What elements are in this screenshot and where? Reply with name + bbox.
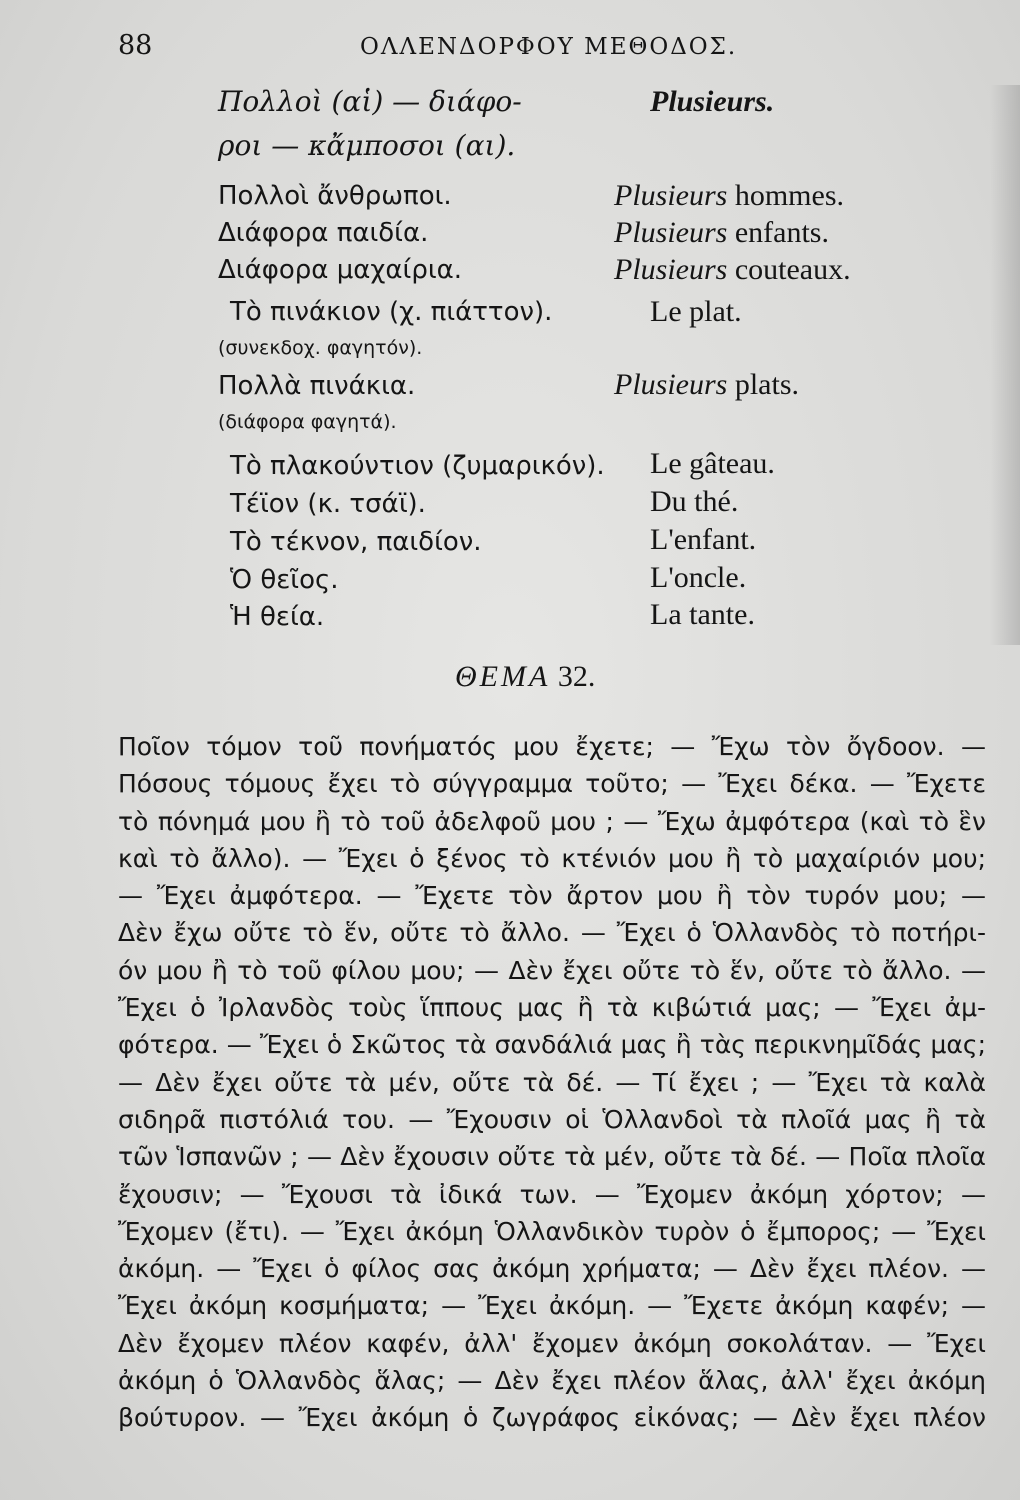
exercise-line: Δὲν ἔχω οὔτε τὸ ἕν, οὔτε τὸ ἄλλο. — Ἔχει ὁ Ὁλλανδὸς τὸ ποτήρι- — [118, 918, 986, 948]
exercise-line: — Ἔχει ἀμφότερα. — Ἔχετε τὸν ἄρτον μου ἢ τὸν τυρόν μου; — — [118, 881, 986, 911]
vocab-entry-french — [650, 485, 738, 519]
vocab-entry-french-rest: Le gâteau. — [650, 447, 775, 480]
vocab-entry-french — [614, 216, 829, 250]
vocab-entry-french-rest: Du thé. — [650, 485, 739, 518]
vocab-entry-french-rest: plats. — [727, 368, 800, 401]
exercise-line: Ἔχει ἀκόμη κοσμήματα; — Ἔχει ἀκόμη. — Ἔχετε ἀκόμη καφέν; — — [118, 1291, 986, 1321]
vocab-heading-greek-line2: ροι — κἄμποσοι (αι). — [218, 129, 516, 162]
vocab-entry-greek: Ὁ θεῖος. — [230, 565, 339, 595]
running-title: ΟΛΛΕΝΔΟΡΦΟΥ ΜΕΘΟΔΟΣ. — [360, 34, 738, 60]
exercise-line: τὸ πόνημά μου ἢ τὸ τοῦ ἀδελφοῦ μου ; — Ἔχω ἀμφότερα (καὶ τὸ ἓν — [118, 806, 986, 836]
vocab-entry-greek: Πολλὰ πινάκια. — [218, 371, 416, 401]
theme-heading — [455, 660, 595, 694]
vocab-heading-french: Plusieurs. — [650, 85, 775, 118]
exercise-line: ἀκόμη. — Ἔχει ὁ φίλος σας ἀκόμη χρήματα; — Δὲν ἔχει πλέον. — — [118, 1254, 986, 1284]
vocab-entry-note: (διάφορα φαγητά). — [218, 411, 397, 433]
exercise-line: Ποῖον τόμον τοῦ πονήματός μου ἔχετε; — Ἔχω τὸν ὄγδοον. — — [118, 732, 986, 761]
vocab-entry-french — [614, 179, 844, 213]
exercise-line: σιδηρᾶ πιστόλιά του. — Ἔχουσιν οἱ Ὁλλανδοὶ τὰ πλοῖά μας ἢ τὰ — [118, 1104, 986, 1134]
vocab-entry-note: (συνεκδοχ. φαγητόν). — [218, 337, 423, 359]
page-number: 88 — [118, 30, 153, 61]
vocab-entry-french-rest: hommes. — [727, 179, 845, 212]
exercise-text — [118, 728, 986, 1437]
vocab-entry-greek: Τέϊον (κ. τσάϊ). — [230, 489, 426, 519]
exercise-line: Δὲν ἔχομεν πλέον καφέν, ἀλλ' ἔχομεν ἀκόμη σοκολάταν. — Ἔχει — [118, 1328, 986, 1358]
theme-title: ΘΕΜΑ — [455, 660, 551, 693]
page-header — [0, 30, 1020, 70]
exercise-line: Ἔχει ὁ Ἰρλανδὸς τοὺς ἵππους μας ἢ τὰ κιβώτιά μας; — Ἔχει ἀμ- — [118, 993, 986, 1023]
vocab-entry-french-italic: Plusieurs — [614, 368, 728, 401]
vocab-entry-french-rest: L'enfant. — [650, 523, 757, 556]
vocab-entry-french-rest: enfants. — [727, 216, 829, 249]
vocab-entry-greek: Τὸ πινάκιον (χ. πιάττον). — [230, 297, 553, 327]
vocab-entry-greek: Πολλοὶ ἄνθρωποι. — [218, 181, 452, 211]
vocab-entry-french-italic: Plusieurs — [614, 253, 728, 286]
vocab-entry-french-rest: Le plat. — [650, 295, 742, 328]
vocab-heading-greek-line1: Πολλοὶ (αἱ) — διάφο- — [218, 85, 522, 118]
vocab-entry-greek: Διάφορα μαχαίρια. — [218, 255, 463, 285]
exercise-line: ἀκόμη ὁ Ὁλλανδὸς ἅλας; — Δὲν ἔχει πλέον ἅλας, ἀλλ' ἔχει ἀκόμη — [118, 1366, 986, 1396]
exercise-line: καὶ τὸ ἄλλο). — Ἔχει ὁ ξένος τὸ κτένιόν μου ἢ τὸ μαχαίριόν μου; — [118, 843, 986, 873]
vocab-entry-french — [650, 447, 775, 481]
vocab-entry-french — [650, 561, 746, 595]
vocab-entry-french — [614, 368, 799, 402]
exercise-line: Πόσους τόμους ἔχει τὸ σύγγραμμα τοῦτο; — Ἔχει δέκα. — Ἔχετε — [118, 769, 986, 799]
vocab-entry-french-rest: L'oncle. — [650, 561, 747, 594]
exercise-line: ἔχουσιν; — Ἔχουσι τὰ ἰδικά των. — Ἔχομεν ἀκόμη χόρτον; — — [118, 1179, 986, 1209]
exercise-line: Ἔχομεν (ἔτι). — Ἔχει ἀκόμη Ὁλλανδικὸν τυρὸν ὁ ἔμπορος; — Ἔχει — [118, 1216, 986, 1246]
vocab-entry-french — [650, 598, 755, 632]
vocab-entry-greek: Τὸ τέκνον, παιδίον. — [230, 527, 482, 557]
vocab-entry-french — [650, 523, 756, 557]
vocab-entry-greek: Διάφορα παιδία. — [218, 218, 429, 248]
theme-number: 32. — [557, 660, 596, 693]
exercise-line: όν μου ἢ τὸ τοῦ φίλου μου; — Δὲν ἔχει οὔτε τὸ ἕν, οὔτε τὸ ἄλλο. — — [118, 955, 986, 985]
vocab-entry-french-italic: Plusieurs — [614, 216, 728, 249]
vocab-entry-french-rest: La tante. — [650, 598, 755, 631]
vocab-entry-french-rest: couteaux. — [727, 253, 851, 286]
vocab-entry-french — [614, 253, 851, 287]
vocab-entry-greek: Τὸ πλακούντιον (ζυμαρικόν). — [230, 451, 605, 481]
vocab-entry-greek: Ἡ θεία. — [230, 602, 325, 632]
exercise-line: τῶν Ἱσπανῶν ; — Δὲν ἔχουσιν οὔτε τὰ μέν, οὔτε τὰ δέ. — Ποῖα πλοῖα — [118, 1142, 986, 1172]
exercise-line: φότερα. — Ἔχει ὁ Σκῶτος τὰ σανδάλιά μας ἢ τὰς περικνημῖδάς μας; — [118, 1030, 986, 1060]
vocab-entry-french-italic: Plusieurs — [614, 179, 728, 212]
exercise-line: — Δὲν ἔχει οὔτε τὰ μέν, οὔτε τὰ δέ. — Τί ἔχει ; — Ἔχει τὰ καλὰ — [118, 1067, 986, 1097]
facing-page-bleed-through — [990, 85, 1020, 645]
exercise-line: βούτυρον. — Ἔχει ἀκόμη ὁ ζωγράφος εἰκόνας; — Δὲν ἔχει πλέον — [118, 1403, 986, 1433]
vocab-entry-french — [650, 295, 742, 329]
